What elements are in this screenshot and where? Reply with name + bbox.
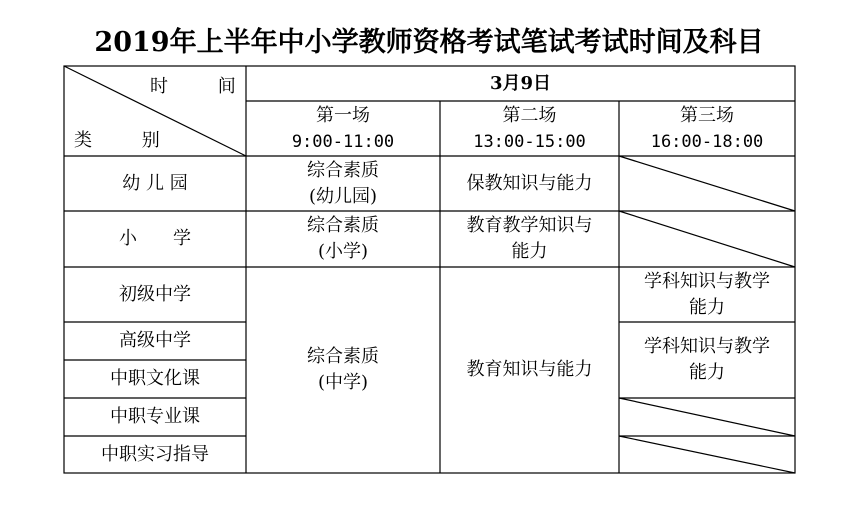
category-vocational-specialty: 中职专业课 — [110, 406, 200, 427]
session-header-3 — [619, 101, 795, 156]
date-header: 3月9日 — [489, 72, 552, 94]
category-vocational-culture: 中职文化课 — [110, 368, 200, 389]
subject-line: 综合素质 — [307, 215, 379, 236]
session-header-1 — [246, 101, 440, 156]
header-category-label: 类 别 — [74, 130, 182, 151]
category-vocational-internship: 中职实习指导 — [101, 443, 209, 465]
subject-primary-session1 — [246, 211, 440, 267]
category-senior-middle: 高级中学 — [119, 330, 191, 351]
subject-line: 能力 — [689, 362, 725, 383]
subject-primary-session2 — [440, 211, 619, 267]
header-time-label: 时 间 — [150, 76, 258, 97]
session-header-2 — [440, 101, 619, 156]
category-kindergarten: 幼 儿 园 — [122, 172, 188, 194]
subject-line: 学科知识与教学 — [644, 270, 770, 292]
subject-line: 保教知识与能力 — [466, 172, 593, 194]
page-title: 2019年上半年中小学教师资格考试笔试考试时间及科目 — [94, 27, 764, 58]
category-junior-middle: 初级中学 — [119, 283, 191, 305]
subject-line: 能力 — [689, 296, 725, 318]
session-time: 13:00-15:00 — [473, 131, 586, 152]
subject-senior-session3 — [619, 322, 795, 398]
subject-line: 能力 — [511, 241, 548, 262]
subject-line: (中学) — [317, 372, 369, 393]
subject-kindergarten-session1 — [246, 156, 440, 211]
subject-kindergarten-session2 — [440, 156, 619, 211]
subject-line: (幼儿园) — [308, 185, 378, 207]
subject-middle-session2 — [440, 267, 619, 473]
session-name: 第二场 — [502, 104, 557, 126]
subject-line: 综合素质 — [307, 159, 379, 181]
subject-line: (小学) — [317, 241, 369, 262]
subject-middle-session1 — [246, 267, 440, 473]
subject-line: 教育知识与能力 — [466, 359, 593, 380]
session-time: 9:00-11:00 — [291, 131, 395, 152]
subject-junior-session3 — [619, 267, 795, 322]
session-name: 第三场 — [680, 104, 734, 126]
subject-line: 综合素质 — [307, 346, 379, 367]
subject-line: 学科知识与教学 — [644, 336, 770, 357]
subject-line: 教育教学知识与 — [466, 215, 593, 236]
session-name: 第一场 — [316, 104, 370, 126]
category-primary: 小 学 — [119, 228, 191, 249]
session-time: 16:00-18:00 — [650, 131, 764, 152]
